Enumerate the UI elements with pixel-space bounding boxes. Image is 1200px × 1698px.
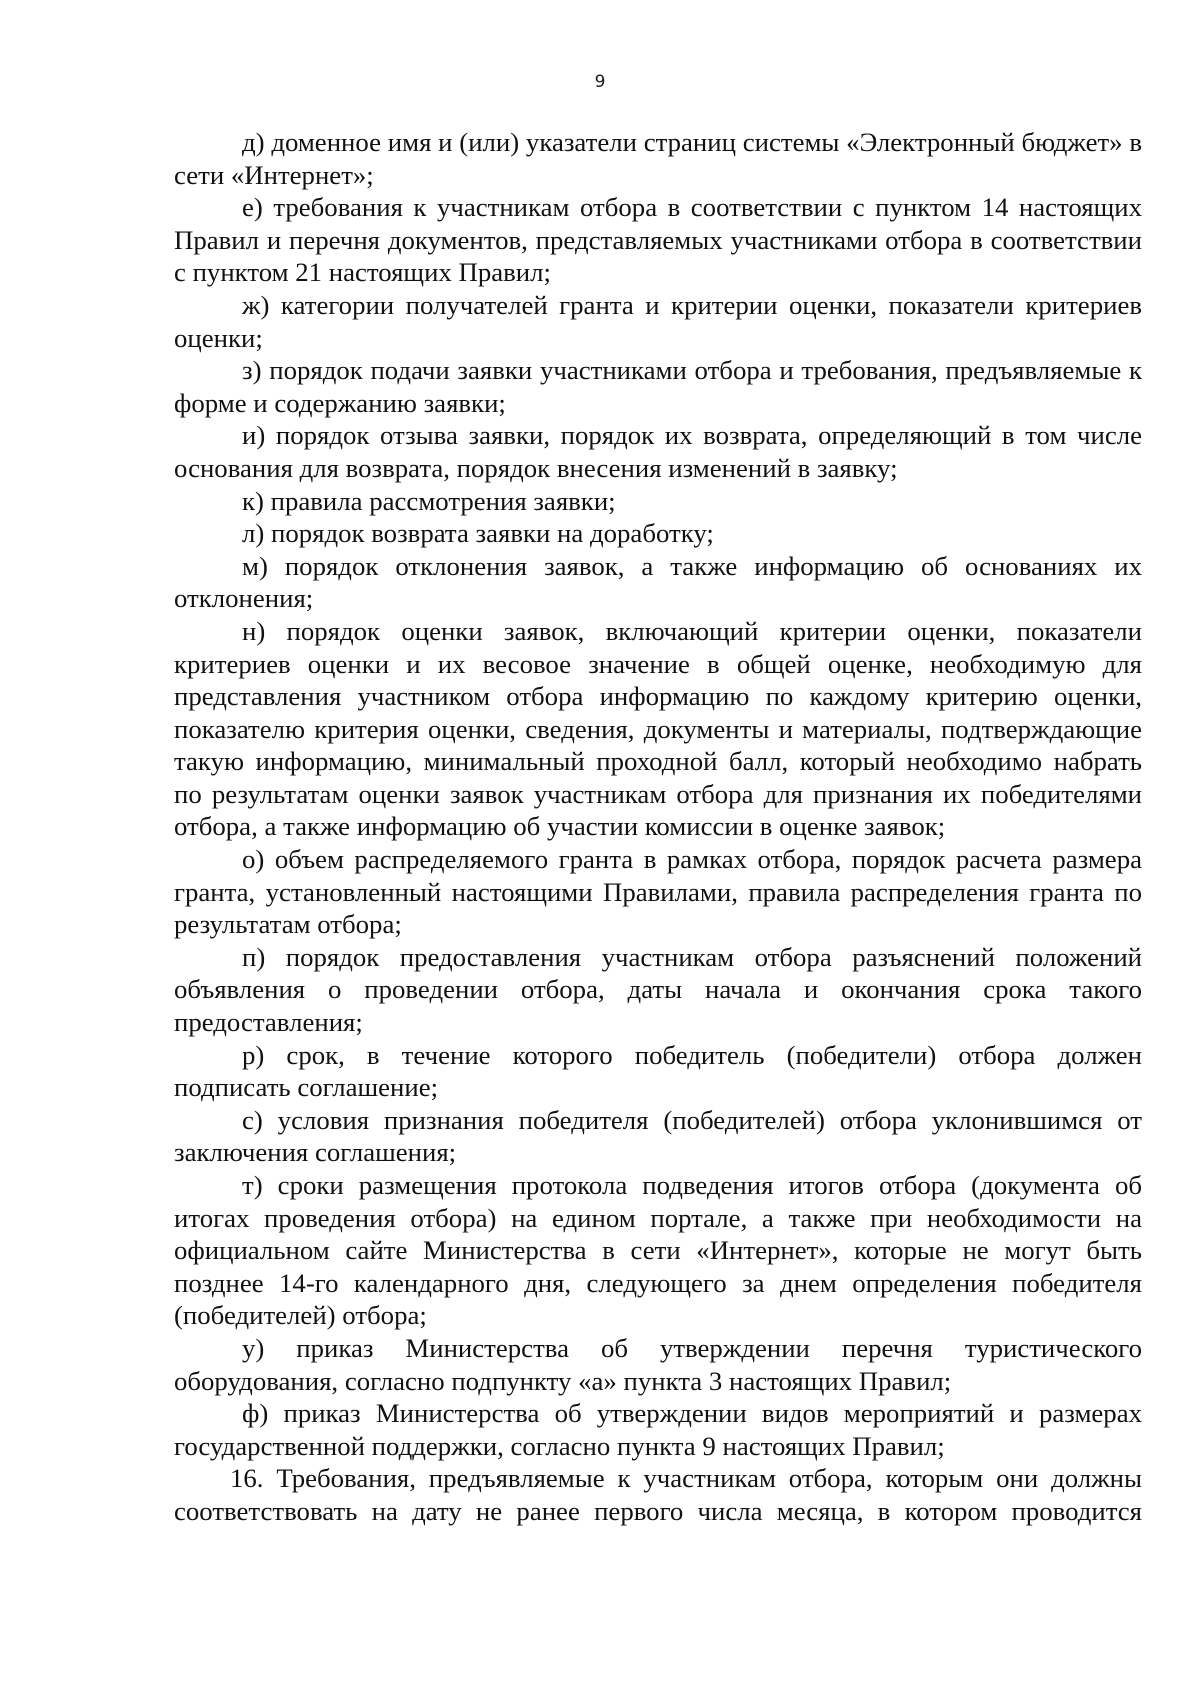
paragraph-i: и) порядок отзыва заявки, порядок их возврата, определяющий в том числе основания для возврата, порядок внесения изменений в заявку; (174, 420, 1142, 483)
paragraph-k: к) правила рассмотрения заявки; (242, 485, 616, 516)
paragraph-p: п) порядок предоставления участникам отбора разъяснений положений объявления о проведении отбора, даты начала и окончания срока такого предоставления; (174, 941, 1142, 1038)
paragraph-zh: ж) категории получателей гранта и критерии оценки, показатели критериев оценки; (174, 289, 1142, 353)
paragraph-z: з) порядок подачи заявки участниками отбора и требования, предъявляемые к форме и содержанию заявки; (174, 355, 1142, 418)
paragraph-16: 16. Требования, предъявляемые к участникам отбора, которым они должны соответствовать на дату не ранее первого числа месяца, в котором проводится (174, 1463, 1142, 1526)
paragraph-t: т) сроки размещения протокола подведения итогов отбора (документа об итогах проведения отбора) на едином портале, а также при необходимости на официальном сайте Министерства в сети «Интернет», которые не могут быть позднее 14-го календарного дня, следующего за днем определения победителя (победителей) отбора; (174, 1170, 1142, 1331)
paragraph-e: е) требования к участникам отбора в соответствии с пунктом 14 настоящих Правил и перечня документов, представляемых участниками отбора в соответствии с пунктом 21 настоящих Правил; (174, 192, 1142, 288)
paragraph-m: м) порядок отклонения заявок, а также информацию об основаниях их отклонения; (174, 550, 1142, 614)
document-body (174, 126, 1142, 1528)
paragraph-f: ф) приказ Министерства об утверждении видов мероприятий и размерах государственной поддержки, согласно пункта 9 настоящих Правил; (174, 1398, 1142, 1461)
paragraph-s: с) условия признания победителя (победителей) отбора уклонившимся от заключения соглашения; (174, 1104, 1142, 1168)
page-number: 9 (594, 72, 606, 92)
paragraph-l: л) порядок возврата заявки на доработку; (242, 518, 714, 549)
paragraph-n: н) порядок оценки заявок, включающий критерии оценки, показатели критериев оценки и их весовое значение в общей оценке, необходимую для представления участником отбора информацию по каждому критерию оценки, показателю критерия оценки, сведения, документы и материалы, подтверждающие такую информацию, минимальный проходной балл, который необходимо набрать по результатам оценки заявок участникам отбора для признания их победителями отбора, а также информацию об участии комиссии в оценке заявок; (174, 615, 1142, 842)
paragraph-u: у) приказ Министерства об утверждении перечня туристического оборудования, согласно подпункту «а» пункта 3 настоящих Правил; (174, 1332, 1142, 1396)
paragraph-o: о) объем распределяемого гранта в рамках отбора, порядок расчета размера гранта, установленный настоящими Правилами, правила распределения гранта по результатам отбора; (174, 844, 1142, 940)
paragraph-d: д) доменное имя и (или) указатели страниц системы «Электронный бюджет» в сети «Интернет»; (174, 127, 1142, 190)
paragraph-r: р) срок, в течение которого победитель (победители) отбора должен подписать соглашение; (174, 1039, 1142, 1103)
